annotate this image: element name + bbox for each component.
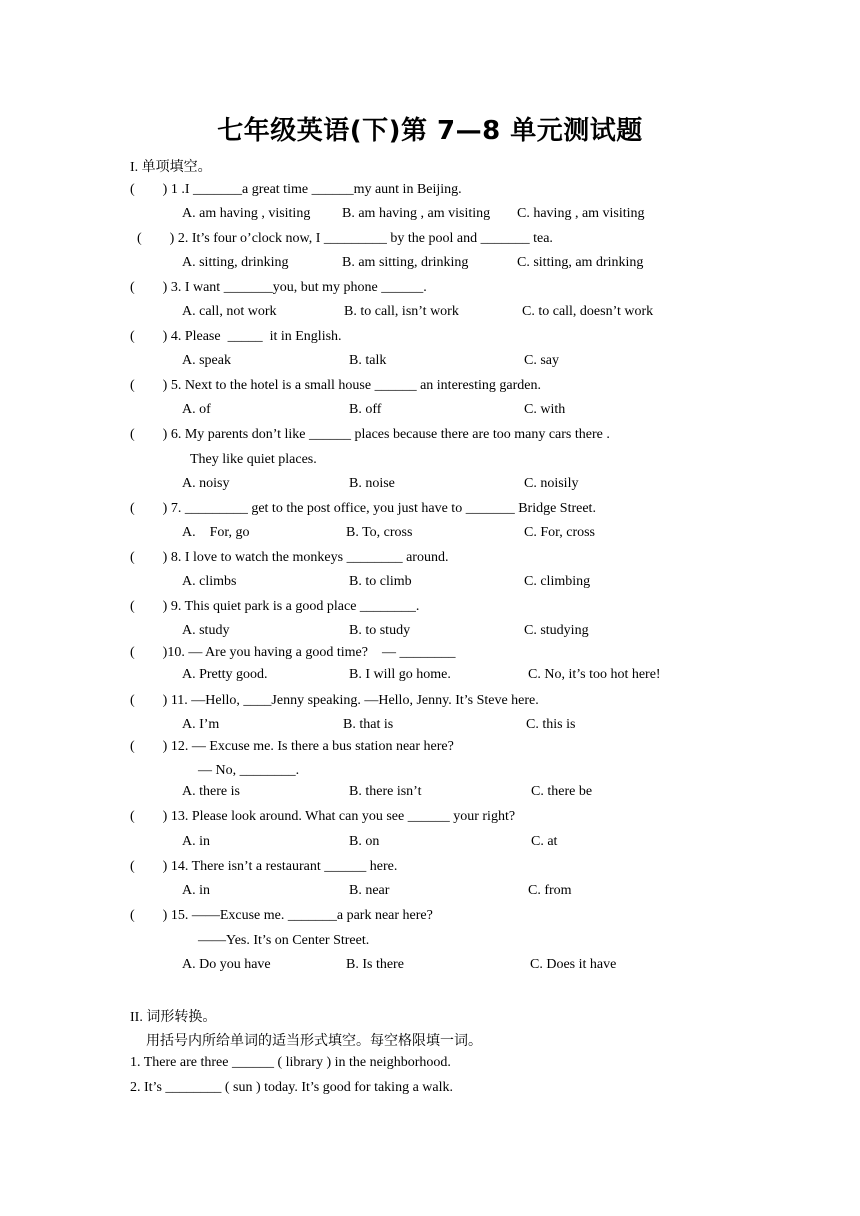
answer-option: C. say [524, 353, 559, 368]
answer-option: C. to call, doesn’t work [522, 304, 654, 319]
question-stem: ( ) 8. I love to watch the monkeys ________ around. [130, 550, 449, 565]
section2-instruction: 用括号内所给单词的适当形式填空。每空格限填一词。 [146, 1034, 482, 1049]
section2-heading: II. 词形转换。 [130, 1010, 217, 1025]
answer-option: C. For, cross [524, 525, 595, 540]
answer-option: B. to study [349, 623, 411, 638]
answer-option: A. For, go [182, 525, 250, 540]
answer-option: B. there isn’t [349, 784, 422, 799]
answer-option: C. from [528, 883, 572, 898]
answer-option: A. call, not work [182, 304, 277, 319]
answer-option: A. study [182, 623, 230, 638]
question-stem: ( ) 11. —Hello, ____Jenny speaking. —Hello, Jenny. It’s Steve here. [130, 693, 539, 708]
answer-option: C. at [531, 834, 558, 849]
answer-option: C. sitting, am drinking [517, 255, 644, 270]
answer-option: C. having , am visiting [517, 206, 645, 221]
question-stem: ( ) 3. I want _______you, but my phone ______. [130, 280, 427, 295]
answer-option: B. off [349, 402, 382, 417]
answer-option: A. there is [182, 784, 240, 799]
question-stem: ( ) 2. It’s four o’clock now, I _________ by the pool and _______ tea. [130, 231, 553, 246]
answer-option: A. speak [182, 353, 231, 368]
answer-option: C. this is [526, 717, 576, 732]
answer-option: B. am sitting, drinking [342, 255, 469, 270]
answer-option: B. to climb [349, 574, 412, 589]
answer-option: C. climbing [524, 574, 591, 589]
answer-option: B. To, cross [346, 525, 413, 540]
question-stem: ( ) 7. _________ get to the post office, you just have to _______ Bridge Street. [130, 501, 596, 516]
answer-option: A. of [182, 402, 211, 417]
answer-option: C. with [524, 402, 566, 417]
question-continuation: ——Yes. It’s on Center Street. [198, 933, 370, 948]
answer-option: B. Is there [346, 957, 404, 972]
question-stem: ( ) 6. My parents don’t like ______ places because there are too many cars there . [130, 427, 610, 442]
question-continuation: — No, ________. [198, 763, 300, 778]
question-stem: ( )10. — Are you having a good time? — ________ [130, 645, 456, 660]
answer-option: B. to call, isn’t work [344, 304, 459, 319]
answer-option: C. noisily [524, 476, 579, 491]
answer-option: A. in [182, 883, 210, 898]
answer-option: C. No, it’s too hot here! [528, 667, 661, 682]
question-stem: ( ) 12. — Excuse me. Is there a bus station near here? [130, 739, 454, 754]
answer-option: A. Pretty good. [182, 667, 268, 682]
answer-option: B. talk [349, 353, 387, 368]
answer-option: C. there be [531, 784, 593, 799]
page-title: 七年级英语(下)第 7—8 单元测试题 [217, 116, 643, 146]
answer-option: B. I will go home. [349, 667, 451, 682]
section1-heading: I. 单项填空。 [130, 160, 212, 175]
answer-option: A. sitting, drinking [182, 255, 289, 270]
answer-option: C. studying [524, 623, 589, 638]
answer-option: A. I’m [182, 717, 220, 732]
answer-option: B. am having , am visiting [342, 206, 491, 221]
answer-option: A. noisy [182, 476, 230, 491]
question-continuation: They like quiet places. [190, 452, 317, 467]
section2-item: 1. There are three ______ ( library ) in the neighborhood. [130, 1055, 451, 1070]
answer-option: A. in [182, 834, 210, 849]
answer-option: B. noise [349, 476, 395, 491]
question-stem: ( ) 1 .I _______a great time ______my aunt in Beijing. [130, 182, 462, 197]
question-stem: ( ) 4. Please _____ it in English. [130, 329, 342, 344]
question-stem: ( ) 14. There isn’t a restaurant ______ here. [130, 859, 398, 874]
answer-option: B. that is [343, 717, 394, 732]
answer-option: C. Does it have [530, 957, 617, 972]
answer-option: A. Do you have [182, 957, 271, 972]
answer-option: A. am having , visiting [182, 206, 311, 221]
answer-option: B. on [349, 834, 380, 849]
question-stem: ( ) 13. Please look around. What can you see ______ your right? [130, 809, 516, 824]
section2-item: 2. It’s ________ ( sun ) today. It’s good for taking a walk. [130, 1080, 453, 1095]
question-stem: ( ) 5. Next to the hotel is a small house ______ an interesting garden. [130, 378, 541, 393]
answer-option: B. near [349, 883, 390, 898]
answer-option: A. climbs [182, 574, 237, 589]
question-stem: ( ) 9. This quiet park is a good place ________. [130, 599, 420, 614]
question-stem: ( ) 15. ——Excuse me. _______a park near here? [130, 908, 433, 923]
